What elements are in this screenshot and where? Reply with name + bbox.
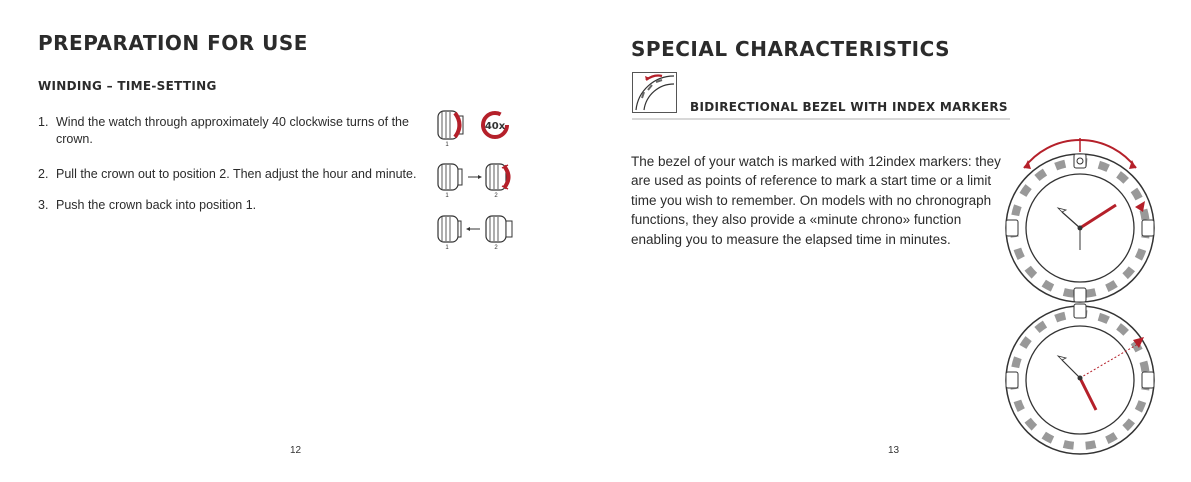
left-page [0,0,595,482]
rotation-arrow-icon [483,113,507,137]
position-label: 2 [494,245,498,251]
crown-icon [438,216,461,242]
arrow-icon [466,227,480,231]
crown-pull-illustration [434,160,524,200]
bezel-icon [632,72,678,114]
section-subtitle: BIDIRECTIONAL BEZEL WITH INDEX MARKERS [690,100,1008,114]
crown-icon [438,111,463,139]
turns-badge: 40x [484,121,506,132]
right-page [596,0,1191,482]
crown-icon [486,216,512,242]
step-3 [38,197,423,214]
crown-icon [486,164,509,190]
step-text: Push the crown back into position 1. [56,198,257,212]
section-subtitle: WINDING – TIME-SETTING [38,79,217,93]
crown-push-illustration [434,212,524,252]
watch-dial-icon [998,300,1168,460]
crown-winding-illustration [434,108,524,148]
page-title: SPECIAL CHARACTERISTICS [631,37,951,61]
position-label: 2 [494,193,498,199]
position-label: 1 [445,193,449,199]
step-number: 1. [38,115,49,129]
watch-dial-icon [998,138,1168,303]
page-number: 12 [290,445,302,456]
position-label: 1 [445,245,449,251]
step-number: 2. [38,167,49,181]
divider [632,118,1012,120]
step-number: 3. [38,198,49,212]
page-number: 13 [888,445,900,456]
arrow-icon [468,175,482,179]
body-paragraph: The bezel of your watch is marked with 12index markers: they are used as points of reference to mark a start time or a limit time you wish to remember. On models with no chronograph functions, they also provide a «minute chrono» function enabling you to measure the elapsed time in minutes. [631,154,1001,247]
position-label: 1 [445,142,449,148]
step-2 [38,166,423,183]
step-text: Wind the watch through approximately 40 clockwise turns of the crown. [56,115,409,146]
page-title: PREPARATION FOR USE [38,31,308,55]
step-1 [38,114,423,148]
crown-icon [438,164,462,190]
step-text: Pull the crown out to position 2. Then adjust the hour and minute. [56,167,417,181]
